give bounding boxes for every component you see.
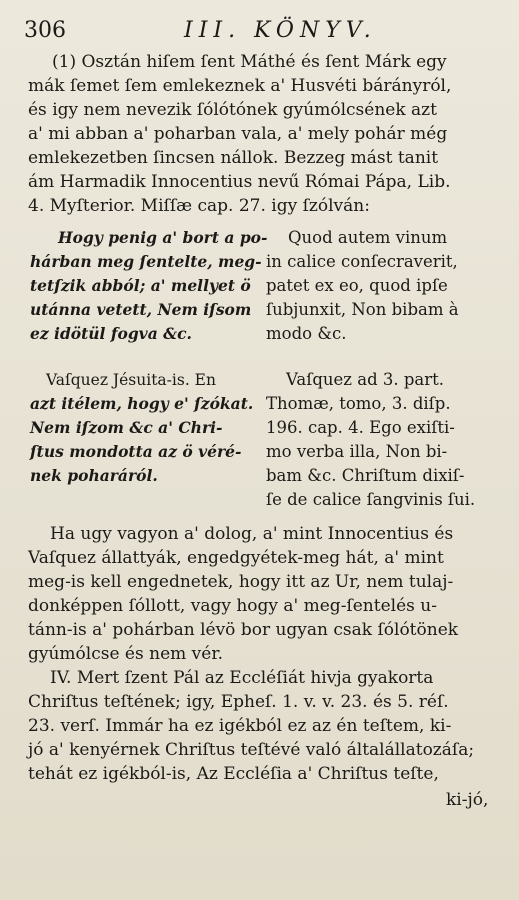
left-col-line: ez idötül fogva &c.: [30, 324, 192, 343]
body-line: jó a' kenyérnek Chriſtus teſtévé való általállatozáſa;: [28, 740, 475, 760]
right-col-line: ſe de calice ſangvinis ſui.: [266, 490, 476, 509]
intro-line: a' mi abban a' poharban vala, a' mely pohár még: [28, 124, 448, 144]
catchword: ki-jó,: [446, 790, 489, 810]
intro-line: emlekezetben ſincsen nállok. Bezzeg mást tanit: [28, 148, 439, 168]
left-col-line: Vaſquez Jésuita-is. En: [46, 371, 216, 389]
right-col-line: bam &c. Chriſtum dixiſ-: [266, 466, 465, 485]
left-col-line: Hogy penig a' bort a po-: [58, 228, 268, 247]
left-col-line: nek poharáról.: [30, 466, 158, 485]
body-line: tehát ez igékból-is, Az Eccléſia a' Chriſtus teſte,: [28, 764, 439, 784]
body-line: donképpen ſóllott, vagy hogy a' meg-ſentelés u-: [28, 596, 437, 616]
body-line: Vaſquez állattyák, engedgyétek-meg hát, a' mint: [28, 548, 444, 568]
left-col-line: utánna vetett, Nem iſsom: [30, 300, 252, 319]
right-col-line: 196. cap. 4. Ego exiſti-: [266, 418, 455, 437]
body-line: gyúmólcse és nem vér.: [28, 644, 223, 664]
right-col-line: patet ex eo, quod ipſe: [266, 276, 448, 295]
intro-line: mák ſemet ſem emlekeznek a' Husvéti bárányról,: [28, 76, 452, 96]
intro-line: és igy nem nevezik ſólótónek gyúmólcsének azt: [28, 100, 437, 120]
right-col-line: Quod autem vinum: [288, 228, 448, 247]
right-col-line: mo verba illa, Non bi-: [266, 442, 448, 461]
body-line: Chriſtus teſtének; igy, Epheſ. 1. v. v. 23. és 5. réſ.: [28, 692, 449, 712]
right-col-line: modo &c.: [266, 324, 347, 343]
body-line: 23. verſ. Immár ha ez igékból ez az én teſtem, ki-: [28, 716, 452, 736]
intro-line: ám Harmadik Innocentius nevű Római Pápa, Lib.: [28, 172, 451, 192]
intro-line: (1) Osztán hiſem ſent Máthé és ſent Márk egy: [52, 52, 447, 72]
left-col-line: ſtus mondotta az ö véré-: [30, 442, 242, 461]
right-col-line: in calice conſecraverit,: [266, 252, 458, 271]
running-head: III. KÖNYV.: [184, 18, 377, 43]
body-line: IV. Mert ſzent Pál az Eccléſiát hivja gyakorta: [50, 668, 434, 688]
body-line: meg-is kell engednetek, hogy itt az Ur, nem tulaj-: [28, 572, 454, 592]
right-col-line: ſubjunxit, Non bibam à: [266, 300, 459, 319]
body-line: tánn-is a' pohárban lévö bor ugyan csak ſólótönek: [28, 620, 459, 640]
left-col-line: tetſzik abból; a' mellyet ö: [30, 276, 251, 295]
page-header: [24, 18, 494, 48]
intro-line: 4. Myſterior. Miſſæ cap. 27. igy ſzólván:: [28, 196, 370, 216]
right-col-line: Vaſquez ad 3. part.: [286, 370, 445, 389]
right-col-line: Thomæ, tomo, 3. diſp.: [266, 394, 451, 413]
left-col-line: azt itélem, hogy e' ſzókat.: [30, 394, 254, 413]
left-col-line: Nem iſzom &c a' Chri-: [30, 418, 223, 437]
body-line: Ha ugy vagyon a' dolog, a' mint Innocentius és: [50, 524, 454, 544]
left-col-line: hárban meg ſentelte, meg-: [30, 252, 262, 271]
page-number: 306: [24, 18, 66, 43]
